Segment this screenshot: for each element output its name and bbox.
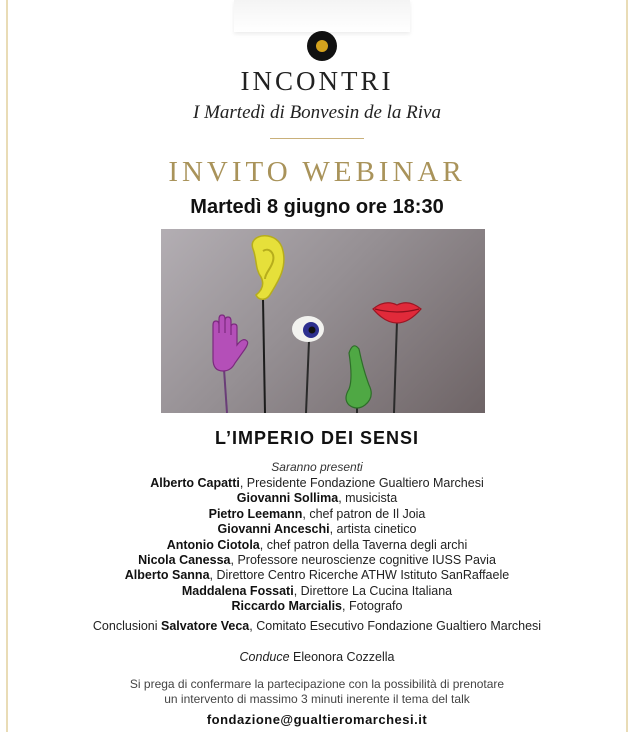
senses-photo [161, 229, 485, 413]
speaker-role: , chef patron della Taverna degli archi [259, 537, 468, 552]
speaker-line [0, 476, 634, 491]
speaker-role: , Fotografo [342, 599, 403, 614]
speaker-role: , Presidente Fondazione Gualtiero Marchesi [239, 476, 484, 490]
speaker-name: Maddalena Fossati [181, 583, 294, 598]
invite-heading: INVITO WEBINAR [168, 156, 466, 188]
speaker-name: Pietro Leemann [208, 506, 303, 521]
speaker-role: , chef patron de Il Joia [302, 506, 426, 521]
lips-icon [373, 303, 421, 323]
contact-email-link[interactable]: fondazione@gualtieromarchesi.it [206, 712, 428, 727]
conclusions-name: Salvatore Veca [161, 618, 250, 633]
rsvp-note-line2: un intervento di massimo 3 minuti inerente il tema del talk [164, 692, 470, 706]
speaker-line [0, 538, 634, 553]
conclusions-line [0, 619, 634, 634]
logo-icon [307, 31, 337, 61]
speaker-name: Giovanni Anceschi [217, 522, 330, 537]
speaker-name: Riccardo Marcialis [231, 599, 342, 614]
lips-stem [394, 321, 397, 413]
speaker-line [0, 553, 634, 568]
speaker-line [0, 599, 634, 614]
speaker-role: , Direttore Centro Ricerche ATHW Istituto SanRaffaele [209, 568, 510, 583]
speaker-name: Antonio Ciotola [166, 537, 260, 552]
top-tab [234, 0, 410, 32]
conclusions-role: , Comitato Esecutivo Fondazione Gualtiero Marchesi [249, 618, 542, 633]
speaker-name: Alberto Sanna [124, 568, 210, 583]
event-title: L’IMPERIO DEI SENSI [214, 428, 420, 448]
eye-icon [292, 316, 324, 342]
eye-stem [306, 341, 309, 413]
speaker-role: , artista cinetico [329, 522, 417, 537]
ear-stem [263, 299, 265, 413]
speaker-role: , Direttore La Cucina Italiana [293, 583, 453, 598]
speaker-role: , musicista [338, 491, 398, 506]
event-date: Martedì 8 giugno ore 18:30 [190, 196, 444, 218]
rsvp-note [0, 677, 634, 707]
speaker-name: Nicola Canessa [138, 553, 231, 568]
speaker-line [0, 568, 634, 583]
speaker-name: Alberto Capatti [150, 476, 240, 490]
ear-icon [252, 236, 284, 300]
moderator-label: Conduce [239, 650, 290, 664]
brand-title: INCONTRI [240, 66, 394, 96]
moderator-name: Eleonora Cozzella [289, 650, 395, 664]
hand-icon [213, 315, 248, 371]
speaker-role: , Professore neuroscienze cognitive IUSS Pavia [230, 553, 496, 568]
present-label: Saranno presenti [271, 460, 363, 474]
conclusions-prefix: Conclusioni [92, 618, 161, 633]
series-subtitle: I Martedì di Bonvesin de la Riva [193, 102, 441, 123]
speaker-line [0, 522, 634, 537]
speakers-list [0, 476, 634, 634]
nose-icon [346, 346, 371, 408]
speaker-line [0, 491, 634, 506]
senses-illustration [161, 229, 485, 413]
speaker-name: Giovanni Sollima [236, 491, 339, 506]
divider [270, 138, 364, 139]
speaker-line [0, 584, 634, 599]
moderator-line [0, 650, 634, 664]
hand-stem [224, 369, 227, 413]
rsvp-note-line1: Si prega di confermare la partecipazione con la possibilità di prenotare [129, 677, 505, 691]
speaker-line [0, 507, 634, 522]
